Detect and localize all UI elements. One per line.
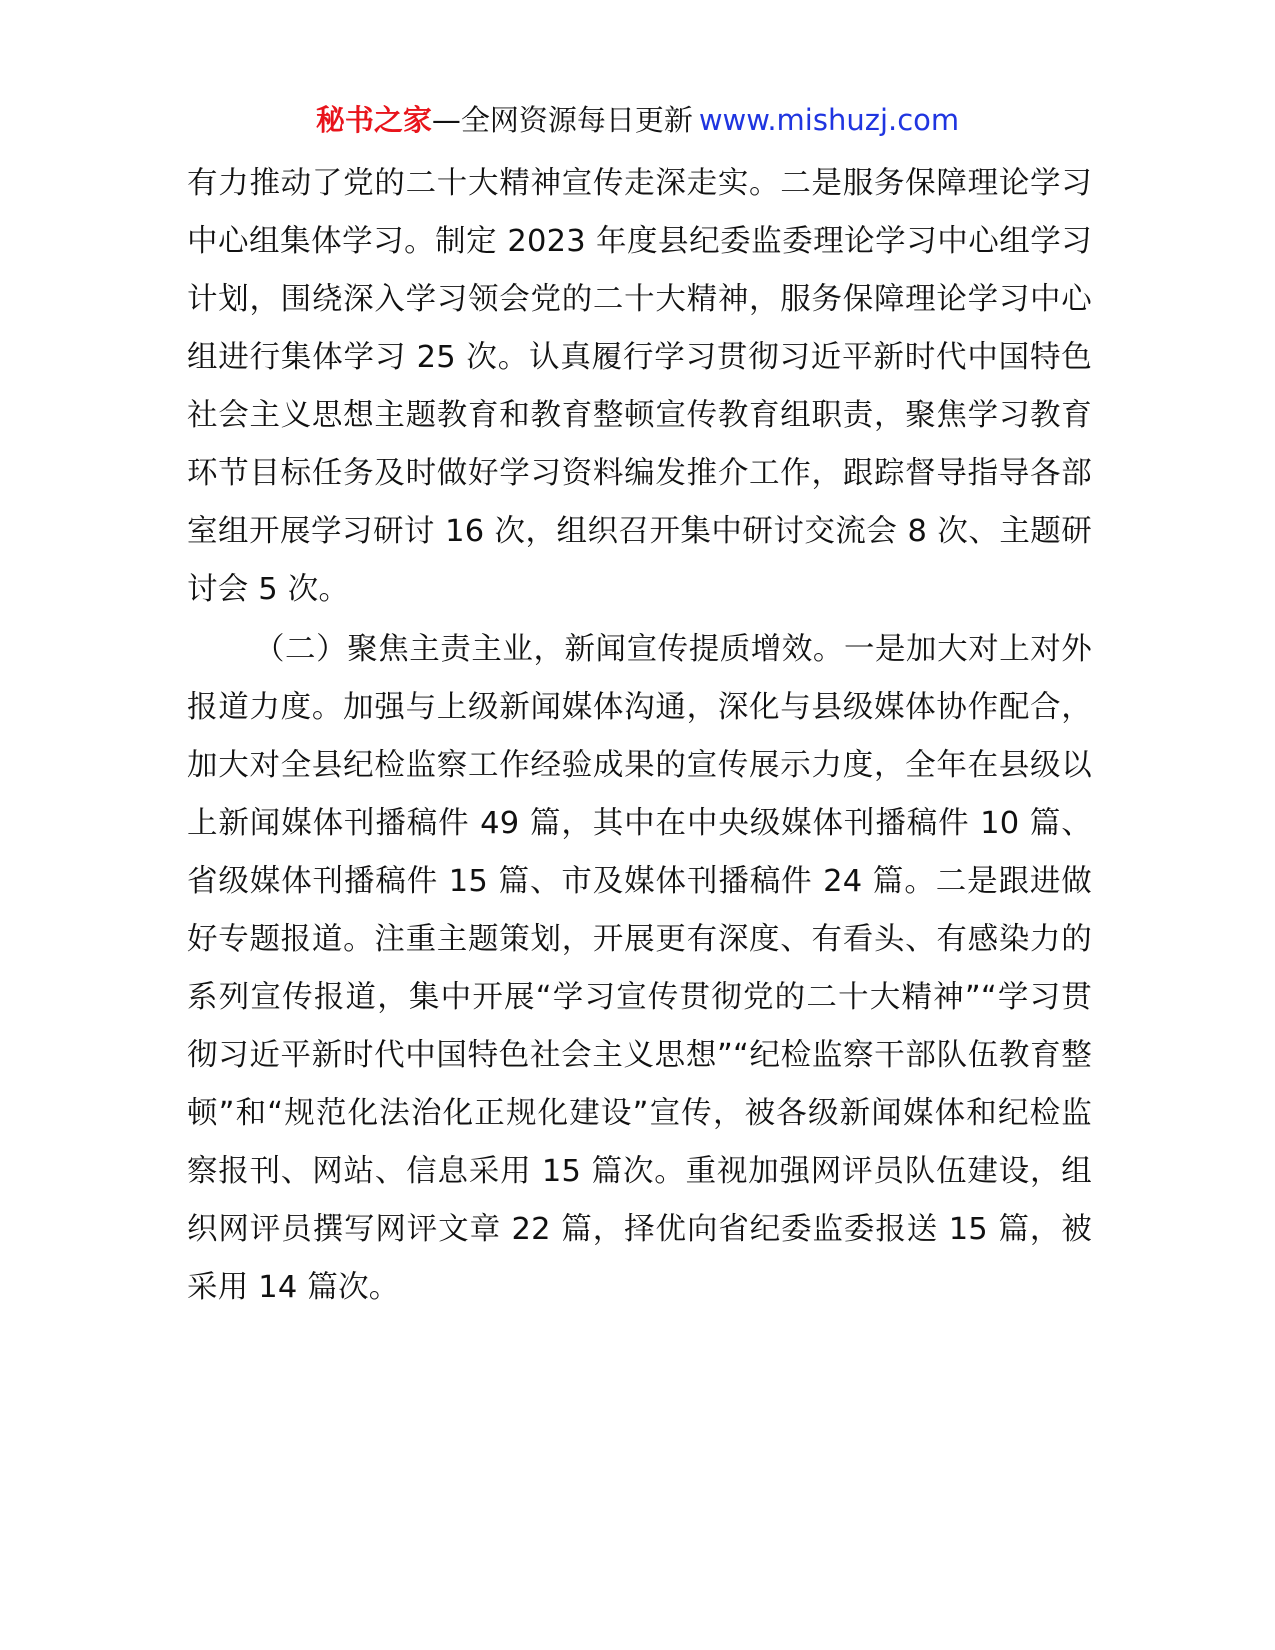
page-header [0,100,1275,140]
paragraph-continued: 有力推动了党的二十大精神宣传走深走实。二是服务保障理论学习中心组集体学习。制定 2023 年度县纪委监委理论学习中心组学习计划，围绕深入学习领会党的二十大精神，服务保障理论学习中心组进行集体学习 25 次。认真履行学习贯彻习近平新时代中国特色社会主义思想主题教育和教育整顿宣传教育组职责，聚焦学习教育环节目标任务及时做好学习资料编发推介工作，跟踪督导指导各部室组开展学习研讨 16 次，组织召开集中研讨交流会 8 次、主题研讨会 5 次。 [187,166,1092,607]
header-tagline: —全网资源每日更新 [431,103,693,137]
site-url-link[interactable]: www.mishuzj.com [698,103,960,137]
paragraph-section-2: （二）聚焦主责主业，新闻宣传提质增效。一是加大对上对外报道力度。加强与上级新闻媒体沟通，深化与县级媒体协作配合，加大对全县纪检监察工作经验成果的宣传展示力度，全年在县级以上新闻媒体刊播稿件 49 篇，其中在中央级媒体刊播稿件 10 篇、省级媒体刊播稿件 15 篇、市及媒体刊播稿件 24 篇。二是跟进做好专题报道。注重主题策划，开展更有深度、有看头、有感染力的系列宣传报道，集中开展“学习宣传贯彻党的二十大精神”“学习贯彻习近平新时代中国特色社会主义思想”“纪检监察干部队伍教育整顿”和“规范化法治化正规化建设”宣传，被各级新闻媒体和纪检监察报刊、网站、信息采用 15 篇次。重视加强网评员队伍建设，组织网评员撰写网评文章 22 篇，择优向省纪委监委报送 15 篇，被采用 14 篇次。 [187,632,1092,1305]
document-body [187,155,1092,1317]
brand-name: 秘书之家 [315,103,432,137]
